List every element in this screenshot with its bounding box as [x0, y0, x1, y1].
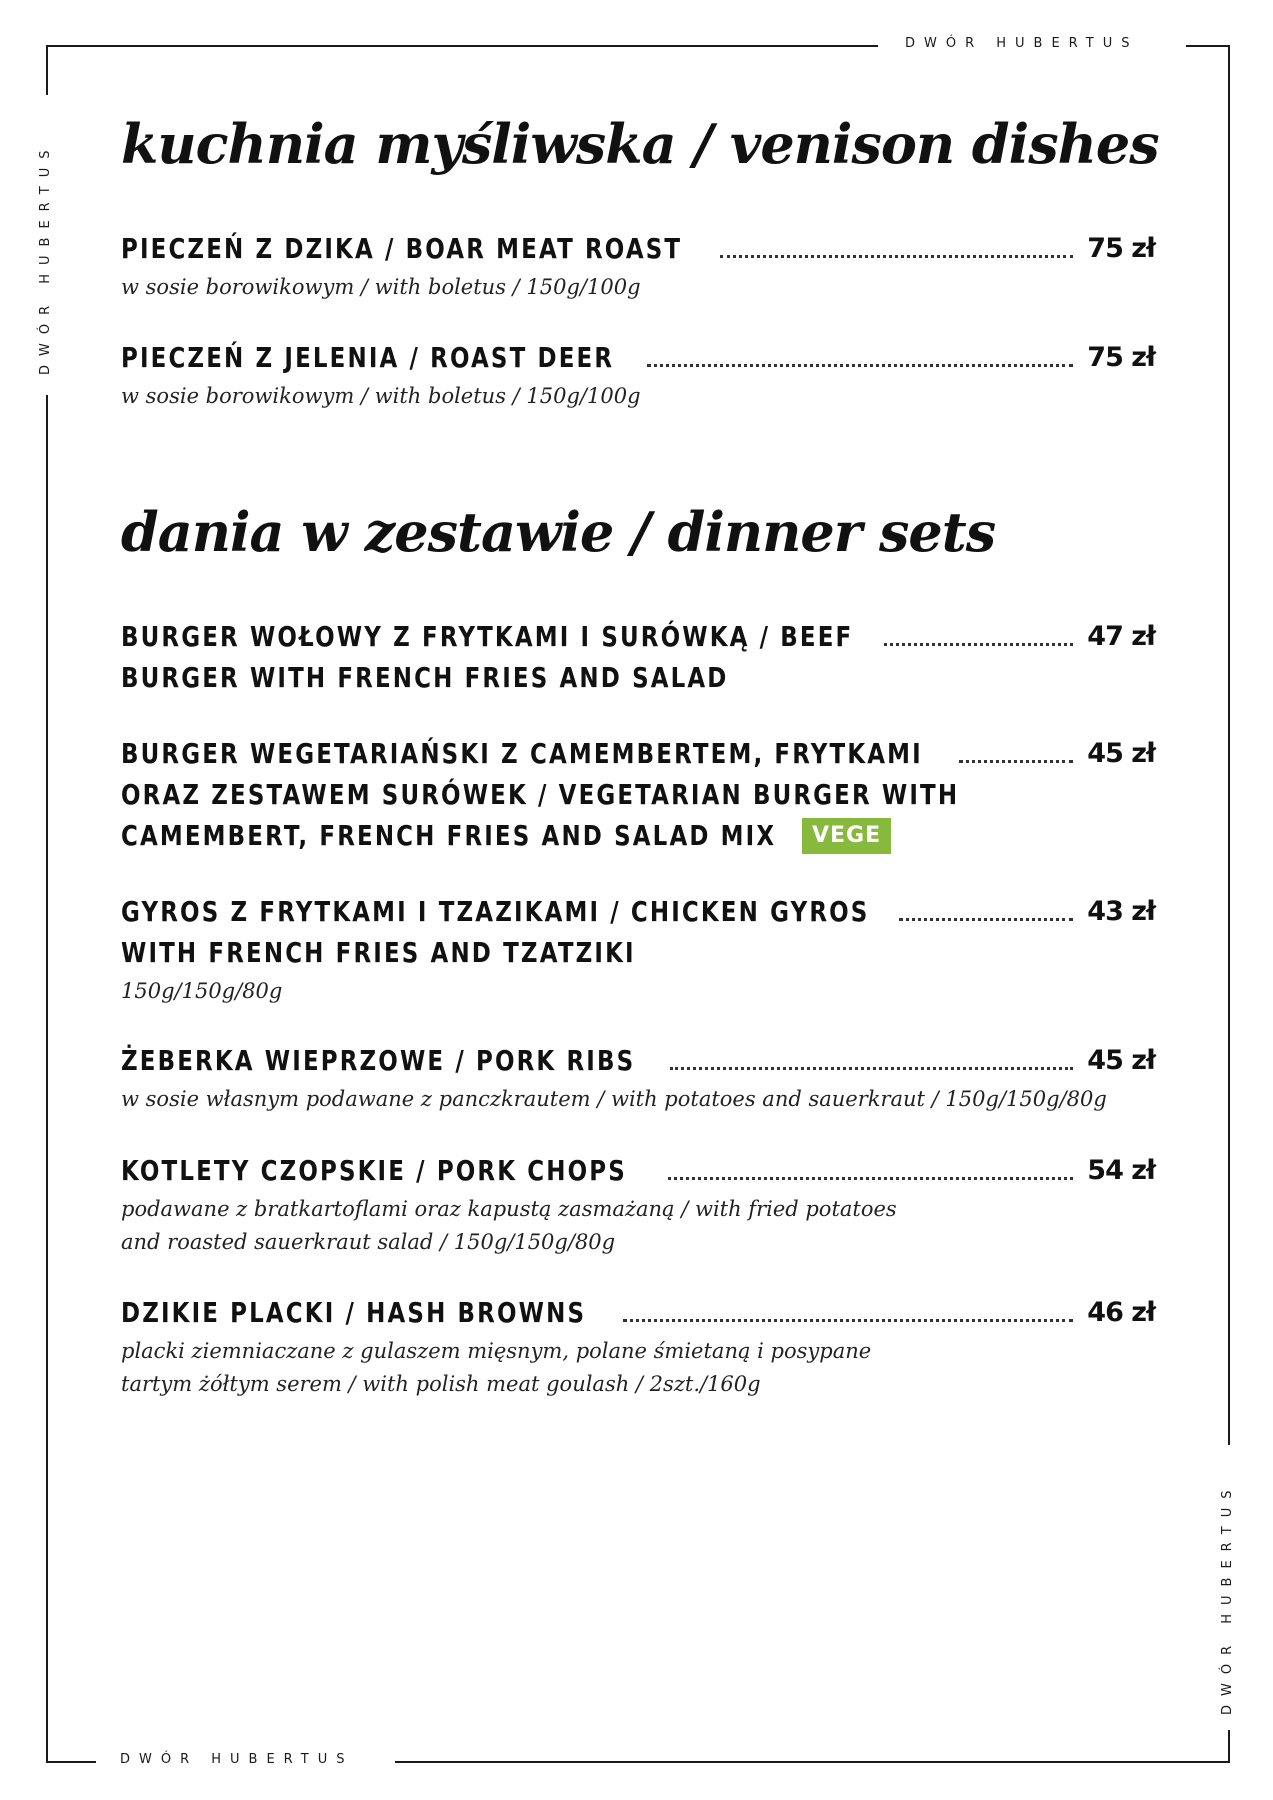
item-name: BURGER WEGETARIAŃSKI Z CAMEMBERTEM, FRYTKAMI: [121, 737, 923, 770]
frame-bottom-left: [46, 1761, 96, 1763]
item-price: 43 zł: [1087, 896, 1155, 927]
frame-bottom-right: [395, 1761, 1230, 1763]
item-description: tartym żółtym serem / with polish meat goulash / 2szt./160g: [121, 1372, 761, 1396]
frame-top-left: [46, 45, 878, 47]
item-name: DZIKIE PLACKI / HASH BROWNS: [121, 1296, 587, 1329]
brand-top: DWÓR HUBERTUS: [905, 36, 1139, 51]
brand-left: DWÓR HUBERTUS: [38, 141, 53, 375]
item-description: w sosie borowikowym / with boletus / 150g/100g: [121, 384, 641, 408]
item-description: podawane z bratkartoflami oraz kapustą zasmażaną / with fried potatoes: [121, 1197, 897, 1221]
item-price: 46 zł: [1087, 1297, 1155, 1328]
dot-leader: [884, 616, 1073, 646]
frame-top-right: [1186, 45, 1230, 47]
item-name: GYROS Z FRYTKAMI I TZAZIKAMI / CHICKEN GYROS: [121, 895, 870, 928]
vege-badge: VEGE: [802, 818, 891, 854]
item-description: placki ziemniaczane z gulaszem mięsnym, polane śmietaną i posypane: [121, 1339, 872, 1363]
menu-item: [121, 228, 1155, 304]
item-price: 75 zł: [1087, 233, 1155, 264]
menu-item: [121, 337, 1155, 413]
dot-leader: [959, 733, 1073, 763]
frame-right-bottom: [1228, 1730, 1230, 1763]
menu-item: [121, 1150, 1155, 1259]
section-title-venison: kuchnia myśliwska / venison dishes: [121, 112, 1159, 176]
item-name: BURGER WOŁOWY Z FRYTKAMI I SURÓWKĄ / BEEF: [121, 620, 854, 653]
menu-item: [121, 1040, 1155, 1116]
item-name-line: ORAZ ZESTAWEM SURÓWEK / VEGETARIAN BURGER WITH: [121, 778, 960, 811]
item-name: ŻEBERKA WIEPRZOWE / PORK RIBS: [121, 1044, 636, 1077]
item-description: w sosie borowikowym / with boletus / 150g/100g: [121, 275, 641, 299]
item-name: PIECZEŃ Z DZIKA / BOAR MEAT ROAST: [121, 232, 683, 265]
item-name-line: CAMEMBERT, FRENCH FRIES AND SALAD MIX: [121, 819, 777, 852]
item-price: 45 zł: [1087, 738, 1155, 769]
item-name-line: BURGER WITH FRENCH FRIES AND SALAD: [121, 661, 729, 694]
menu-item: [121, 1292, 1155, 1401]
item-description: 150g/150g/80g: [121, 979, 283, 1003]
dot-leader: [623, 1292, 1073, 1322]
item-price: 54 zł: [1087, 1155, 1155, 1186]
item-description: and roasted sauerkraut salad / 150g/150g/80g: [121, 1230, 616, 1254]
dot-leader: [670, 1040, 1073, 1070]
frame-right-top: [1228, 45, 1230, 1445]
menu-item: [121, 616, 1155, 698]
item-price: 47 zł: [1087, 621, 1155, 652]
item-price: 75 zł: [1087, 342, 1155, 373]
frame-left-bottom: [46, 395, 48, 1763]
menu-item: [121, 891, 1155, 1008]
dot-leader: [668, 1150, 1073, 1180]
dot-leader: [647, 337, 1073, 367]
item-name: KOTLETY CZOPSKIE / PORK CHOPS: [121, 1154, 627, 1187]
brand-bottom: DWÓR HUBERTUS: [120, 1752, 354, 1767]
dot-leader: [899, 891, 1074, 921]
frame-left-top: [46, 45, 48, 95]
dot-leader: [720, 228, 1073, 258]
brand-right: DWÓR HUBERTUS: [1220, 1481, 1235, 1715]
section-title-dinner-sets: dania w zestawie / dinner sets: [121, 500, 996, 564]
item-price: 45 zł: [1087, 1045, 1155, 1076]
item-description: w sosie własnym podawane z panczkrautem / with potatoes and sauerkraut / 150g/150g/80g: [121, 1087, 1107, 1111]
menu-item: [121, 733, 1155, 856]
item-name-line: WITH FRENCH FRIES AND TZATZIKI: [121, 936, 636, 969]
item-name: PIECZEŃ Z JELENIA / ROAST DEER: [121, 341, 615, 374]
